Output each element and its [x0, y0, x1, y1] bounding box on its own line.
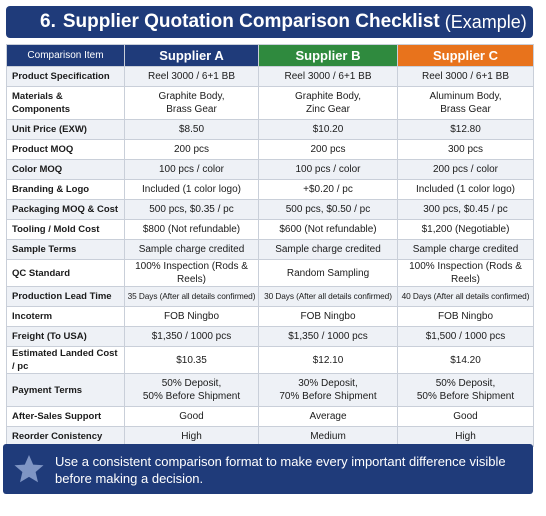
- cell-text: 300 pcs, $0.45 / pc: [423, 204, 508, 215]
- supplier-a-value: [125, 67, 259, 87]
- cell-text: $10.20: [312, 124, 344, 135]
- cell-text: $14.20: [450, 354, 481, 366]
- supplier-c-value: [398, 287, 534, 307]
- table-row: [7, 307, 534, 327]
- supplier-c-value: [398, 160, 534, 180]
- supplier-a-value: [125, 87, 259, 120]
- cell-text: $1,350 / 1000 pcs: [151, 331, 232, 342]
- header-comparison-item: Comparison Item: [7, 45, 125, 67]
- supplier-c-value: [398, 374, 534, 407]
- supplier-a-value: [125, 287, 259, 307]
- cell-text: 50% Before Shipment: [142, 391, 241, 402]
- supplier-c-value: [398, 347, 534, 374]
- header-supplier-b: Supplier B: [259, 45, 398, 67]
- cell-text: $12.80: [450, 124, 481, 135]
- cell-text: Graphite Body,: [295, 91, 361, 102]
- cell-text: Brass Gear: [166, 104, 217, 115]
- cell-text: $12.10: [312, 354, 344, 366]
- cell-text: 200 pcs: [310, 144, 346, 155]
- supplier-c-value: [398, 67, 534, 87]
- row-label: Product MOQ: [7, 140, 125, 160]
- row-label: Production Lead Time: [7, 287, 125, 307]
- cell-text: $600 (Not refundable): [279, 224, 377, 235]
- row-label: After-Sales Support: [7, 407, 125, 427]
- section-number: 6.: [40, 11, 56, 32]
- cell-text: Average: [309, 411, 347, 422]
- footer-note-banner: [3, 444, 533, 494]
- row-label: Payment Terms: [7, 374, 125, 407]
- cell-text: Good: [453, 411, 478, 422]
- table-row: [7, 200, 534, 220]
- cell-text: Graphite Body,: [158, 91, 225, 102]
- star-icon: [14, 454, 44, 484]
- supplier-b-value: [259, 374, 398, 407]
- cell-text: 30 Days (After all details confirmed): [264, 291, 392, 301]
- supplier-c-value: [398, 407, 534, 427]
- cell-text: Reel 3000 / 6+1 BB: [421, 71, 509, 82]
- cell-text: FOB Ningbo: [437, 311, 494, 322]
- table-row: [7, 287, 534, 307]
- comparison-table: [6, 44, 534, 447]
- supplier-c-value: [398, 120, 534, 140]
- cell-text: Sample charge credited: [412, 244, 519, 255]
- supplier-a-value: [125, 374, 259, 407]
- cell-text: +$0.20 / pc: [303, 184, 353, 195]
- supplier-c-value: [398, 180, 534, 200]
- cell-text: Included (1 color logo): [416, 184, 515, 195]
- table-row: [7, 260, 534, 287]
- supplier-a-value: [125, 220, 259, 240]
- table-row: [7, 327, 534, 347]
- row-label: Tooling / Mold Cost: [7, 220, 125, 240]
- cell-text: 50% Before Shipment: [416, 391, 515, 402]
- cell-text: FOB Ningbo: [163, 311, 220, 322]
- supplier-b-value: [259, 307, 398, 327]
- cell-text: $1,200 (Negotiable): [421, 224, 510, 235]
- supplier-c-value: [398, 140, 534, 160]
- footer-note-line-2: before making a decision.: [55, 471, 204, 486]
- supplier-a-value: [125, 260, 259, 287]
- supplier-b-value: [259, 407, 398, 427]
- cell-text: Aluminum Body,: [429, 91, 502, 102]
- supplier-c-value: [398, 240, 534, 260]
- supplier-a-value: [125, 407, 259, 427]
- cell-text: 200 pcs / color: [432, 164, 499, 175]
- supplier-b-value: [259, 327, 398, 347]
- table-row: [7, 180, 534, 200]
- supplier-b-value: [259, 120, 398, 140]
- supplier-a-value: [125, 240, 259, 260]
- header-supplier-a: Supplier A: [125, 45, 259, 67]
- cell-text: Reel 3000 / 6+1 BB: [147, 71, 235, 82]
- supplier-a-value: [125, 180, 259, 200]
- row-label: Unit Price (EXW): [7, 120, 125, 140]
- cell-text: 200 pcs: [173, 144, 210, 155]
- supplier-b-value: [259, 260, 398, 287]
- cell-text: 500 pcs, $0.50 / pc: [285, 204, 371, 215]
- supplier-b-value: [259, 67, 398, 87]
- supplier-b-value: [259, 87, 398, 120]
- footer-note: [55, 453, 525, 487]
- supplier-a-value: [125, 327, 259, 347]
- cell-text: 100% Inspection (Rods & Reels): [135, 261, 248, 285]
- cell-text: Good: [179, 411, 204, 422]
- cell-text: High: [181, 431, 202, 442]
- cell-text: Included (1 color logo): [142, 184, 241, 195]
- supplier-a-value: [125, 200, 259, 220]
- table-header-row: [7, 45, 534, 67]
- table-row: [7, 120, 534, 140]
- cell-text: 100 pcs / color: [295, 164, 361, 175]
- supplier-a-value: [125, 347, 259, 374]
- page-title-banner: [6, 6, 533, 38]
- row-label: Reorder Conistency: [7, 427, 125, 447]
- row-label: Estimated Landed Cost / pc: [7, 347, 125, 374]
- supplier-b-value: [259, 160, 398, 180]
- table-row: [7, 407, 534, 427]
- row-label: Incoterm: [7, 307, 125, 327]
- cell-text: 50% Deposit,: [435, 378, 496, 389]
- page-title: Supplier Quotation Comparison Checklist: [62, 11, 440, 32]
- supplier-a-value: [125, 140, 259, 160]
- row-label: Materials & Components: [7, 87, 125, 120]
- row-label: Freight (To USA): [7, 327, 125, 347]
- supplier-a-value: [125, 160, 259, 180]
- cell-text: 500 pcs, $0.35 / pc: [149, 204, 234, 215]
- supplier-c-value: [398, 260, 534, 287]
- supplier-c-value: [398, 327, 534, 347]
- cell-text: $1,500 / 1000 pcs: [425, 331, 506, 342]
- supplier-b-value: [259, 200, 398, 220]
- row-label: Color MOQ: [7, 160, 125, 180]
- supplier-c-value: [398, 87, 534, 120]
- cell-text: High: [455, 431, 476, 442]
- cell-text: $8.50: [178, 124, 205, 135]
- supplier-c-value: [398, 307, 534, 327]
- supplier-b-value: [259, 347, 398, 374]
- cell-text: Sample charge credited: [138, 244, 245, 255]
- supplier-c-value: [398, 220, 534, 240]
- row-label: Sample Terms: [7, 240, 125, 260]
- table-row: [7, 140, 534, 160]
- cell-text: Reel 3000 / 6+1 BB: [284, 71, 372, 82]
- row-label: Branding & Logo: [7, 180, 125, 200]
- supplier-b-value: [259, 287, 398, 307]
- table-row: [7, 87, 534, 120]
- cell-text: Brass Gear: [440, 104, 491, 115]
- table-row: [7, 160, 534, 180]
- footer-note-line-1: Use a consistent comparison format to make every important difference visible: [55, 454, 506, 469]
- cell-text: 40 Days (After all details confirmed): [401, 291, 530, 301]
- table-body: [7, 67, 534, 447]
- cell-text: 50% Deposit,: [161, 378, 222, 389]
- table-row: [7, 374, 534, 407]
- cell-text: Random Sampling: [286, 267, 370, 279]
- page-title-suffix: (Example): [444, 11, 527, 32]
- cell-text: 100% Inspection (Rods & Reels): [409, 261, 522, 285]
- cell-text: Medium: [310, 431, 346, 442]
- supplier-c-value: [398, 200, 534, 220]
- row-label: Packaging MOQ & Cost: [7, 200, 125, 220]
- cell-text: 30% Deposit,: [298, 378, 358, 389]
- supplier-b-value: [259, 140, 398, 160]
- table-row: [7, 220, 534, 240]
- table-row: [7, 240, 534, 260]
- header-supplier-c: Supplier C: [398, 45, 534, 67]
- cell-text: $10.35: [176, 354, 207, 366]
- supplier-a-value: [125, 120, 259, 140]
- cell-text: Sample charge credited: [275, 244, 381, 255]
- cell-text: Zinc Gear: [306, 104, 350, 115]
- row-label: Product Specification: [7, 67, 125, 87]
- table-row: [7, 347, 534, 374]
- cell-text: 100 pcs / color: [158, 164, 225, 175]
- row-label: QC Standard: [7, 260, 125, 287]
- cell-text: FOB Ningbo: [300, 311, 356, 322]
- cell-text: 70% Before Shipment: [279, 391, 377, 402]
- supplier-b-value: [259, 220, 398, 240]
- supplier-a-value: [125, 307, 259, 327]
- supplier-b-value: [259, 180, 398, 200]
- supplier-b-value: [259, 240, 398, 260]
- cell-text: $1,350 / 1000 pcs: [288, 331, 368, 342]
- cell-text: 35 Days (After all details confirmed): [127, 291, 256, 301]
- table-row: [7, 67, 534, 87]
- cell-text: $800 (Not refundable): [142, 224, 241, 235]
- cell-text: 300 pcs: [447, 144, 484, 155]
